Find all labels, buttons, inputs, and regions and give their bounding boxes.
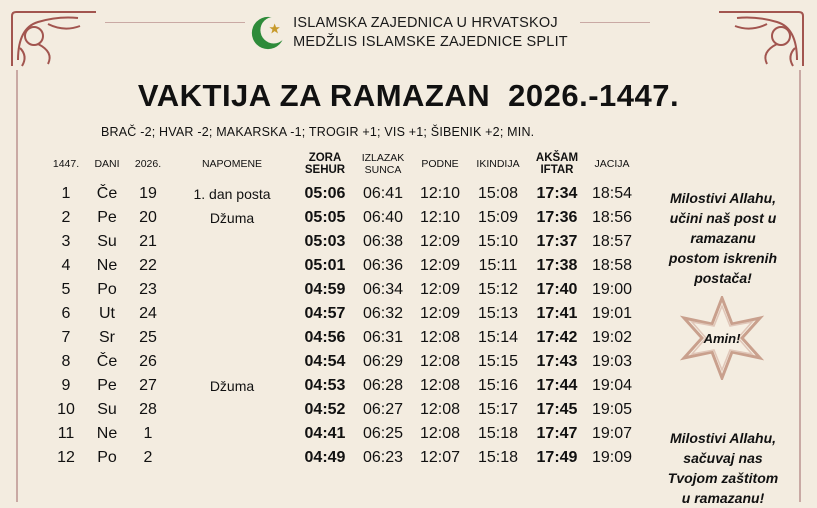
- podne-cell: 12:08: [419, 425, 461, 442]
- aksam-cell: 17:36: [536, 209, 578, 226]
- jacija-cell: 19:07: [591, 425, 633, 442]
- aksam-cell: 17:43: [536, 353, 578, 370]
- ikindija-cell: 15:14: [477, 329, 519, 346]
- col-ikindija: IKINDIJA: [476, 158, 520, 170]
- page-title: [0, 78, 817, 114]
- frame-right-line: [799, 70, 801, 502]
- table-row: [46, 254, 638, 278]
- izlazak-cell: 06:36: [362, 257, 404, 274]
- izlazak-cell: 06:27: [362, 401, 404, 418]
- zora-cell: 04:54: [304, 353, 346, 370]
- note-cell: [168, 350, 296, 374]
- amin-label: Amin!: [703, 330, 741, 346]
- aksam-cell: 17:49: [536, 449, 578, 466]
- note-cell: Džuma: [209, 378, 255, 394]
- note-cell: [168, 422, 296, 446]
- zora-cell: 04:53: [304, 377, 346, 394]
- ikindija-cell: 15:12: [477, 281, 519, 298]
- podne-cell: 12:10: [419, 185, 461, 202]
- zora-cell: 04:59: [304, 281, 346, 298]
- podne-cell: 12:08: [419, 353, 461, 370]
- dua-line: postača!: [694, 270, 752, 286]
- hijri-cell: 2: [61, 209, 71, 226]
- date-cell: 28: [139, 401, 157, 418]
- jacija-cell: 18:54: [591, 185, 633, 202]
- podne-cell: 12:10: [419, 209, 461, 226]
- ikindija-cell: 15:15: [477, 353, 519, 370]
- dua-first: [648, 188, 798, 288]
- hijri-cell: 10: [57, 401, 75, 418]
- izlazak-cell: 06:28: [362, 377, 404, 394]
- podne-cell: 12:09: [419, 305, 461, 322]
- ikindija-cell: 15:16: [477, 377, 519, 394]
- col-hijri: 1447.: [52, 158, 80, 170]
- note-cell: [168, 302, 296, 326]
- jacija-cell: 18:57: [591, 233, 633, 250]
- col-zora: ZORA SEHUR: [304, 152, 346, 176]
- day-cell: Su: [97, 401, 117, 418]
- table-row: [46, 398, 638, 422]
- note-cell: [168, 326, 296, 350]
- hijri-cell: 11: [57, 425, 75, 442]
- day-cell: Po: [97, 281, 117, 298]
- hijri-cell: 9: [61, 377, 71, 394]
- zora-cell: 04:41: [304, 425, 346, 442]
- table-row: [46, 278, 638, 302]
- dua-line: Milostivi Allahu,: [669, 430, 777, 446]
- header: [0, 14, 817, 52]
- podne-cell: 12:09: [419, 281, 461, 298]
- prayer-timetable: [46, 146, 638, 470]
- title-year: 2026.-1447.: [508, 78, 680, 113]
- podne-cell: 12:09: [419, 257, 461, 274]
- date-cell: 21: [139, 233, 157, 250]
- jacija-cell: 19:02: [591, 329, 633, 346]
- aksam-cell: 17:37: [536, 233, 578, 250]
- note-cell: Džuma: [209, 210, 255, 226]
- date-cell: 22: [139, 257, 157, 274]
- date-cell: 2: [143, 449, 153, 466]
- izlazak-cell: 06:29: [362, 353, 404, 370]
- day-cell: Sr: [99, 329, 115, 346]
- hijri-cell: 8: [61, 353, 71, 370]
- table-row: [46, 206, 638, 230]
- table-row: [46, 326, 638, 350]
- ikindija-cell: 15:17: [477, 401, 519, 418]
- zora-cell: 05:01: [304, 257, 346, 274]
- izlazak-cell: 06:32: [362, 305, 404, 322]
- day-cell: Ut: [99, 305, 115, 322]
- day-cell: Pe: [97, 209, 117, 226]
- frame-left-line: [16, 70, 18, 502]
- date-cell: 24: [139, 305, 157, 322]
- title-main: VAKTIJA ZA RAMAZAN: [137, 78, 491, 113]
- col-izlazak: IZLAZAK SUNCA: [361, 152, 405, 176]
- org-line-1: ISLAMSKA ZAJEDNICA U HRVATSKOJ: [293, 15, 558, 31]
- aksam-cell: 17:42: [536, 329, 578, 346]
- zora-cell: 05:05: [304, 209, 346, 226]
- podne-cell: 12:08: [419, 401, 461, 418]
- podne-cell: 12:09: [419, 233, 461, 250]
- aksam-cell: 17:47: [536, 425, 578, 442]
- table-row: [46, 302, 638, 326]
- date-cell: 26: [139, 353, 157, 370]
- jacija-cell: 19:03: [591, 353, 633, 370]
- dua-line: Tvojom zaštitom: [667, 470, 779, 486]
- table-row: [46, 182, 638, 206]
- city-offsets: BRAČ -2; HVAR -2; MAKARSKA -1; TROGIR +1; VIS +1; ŠIBENIK +2; MIN.: [101, 125, 535, 139]
- date-cell: 20: [139, 209, 157, 226]
- date-cell: 25: [139, 329, 157, 346]
- izlazak-cell: 06:40: [362, 209, 404, 226]
- org-line-2: MEDŽLIS ISLAMSKE ZAJEDNICE SPLIT: [293, 34, 568, 50]
- day-cell: Če: [96, 185, 118, 202]
- izlazak-cell: 06:41: [362, 185, 404, 202]
- ikindija-cell: 15:13: [477, 305, 519, 322]
- day-cell: Ne: [96, 257, 118, 274]
- dua-line: Milostivi Allahu,: [669, 190, 777, 206]
- aksam-cell: 17:40: [536, 281, 578, 298]
- podne-cell: 12:08: [419, 329, 461, 346]
- dua-line: učini naš post u: [669, 210, 777, 226]
- dua-line: u ramazanu!: [681, 490, 765, 506]
- zora-cell: 04:52: [304, 401, 346, 418]
- col-date: 2026.: [134, 158, 162, 170]
- ikindija-cell: 15:18: [477, 449, 519, 466]
- ikindija-cell: 15:18: [477, 425, 519, 442]
- hijri-cell: 3: [61, 233, 71, 250]
- aksam-cell: 17:38: [536, 257, 578, 274]
- zora-cell: 05:03: [304, 233, 346, 250]
- ikindija-cell: 15:08: [477, 185, 519, 202]
- dua-line: sačuvaj nas: [683, 450, 763, 466]
- date-cell: 23: [139, 281, 157, 298]
- zora-cell: 04:56: [304, 329, 346, 346]
- dua-line: postom iskrenih: [668, 250, 778, 266]
- izlazak-cell: 06:25: [362, 425, 404, 442]
- table-header-row: [46, 146, 638, 182]
- col-aksam: AKŠAM IFTAR: [535, 152, 579, 176]
- note-cell: [168, 254, 296, 278]
- table-row: [46, 446, 638, 470]
- jacija-cell: 19:01: [591, 305, 633, 322]
- zora-cell: 04:57: [304, 305, 346, 322]
- aksam-cell: 17:45: [536, 401, 578, 418]
- day-cell: Pe: [97, 377, 117, 394]
- crescent-logo-icon: [249, 14, 287, 52]
- note-cell: [168, 398, 296, 422]
- hijri-cell: 1: [61, 185, 71, 202]
- date-cell: 27: [139, 377, 157, 394]
- hijri-cell: 12: [57, 449, 75, 466]
- table-row: [46, 422, 638, 446]
- date-cell: 19: [139, 185, 157, 202]
- col-day: DANI: [94, 158, 120, 170]
- podne-cell: 12:07: [419, 449, 461, 466]
- jacija-cell: 18:58: [591, 257, 633, 274]
- jacija-cell: 18:56: [591, 209, 633, 226]
- hijri-cell: 5: [61, 281, 71, 298]
- hijri-cell: 7: [61, 329, 71, 346]
- table-row: [46, 350, 638, 374]
- note-cell: [168, 446, 296, 470]
- day-cell: Po: [97, 449, 117, 466]
- izlazak-cell: 06:34: [362, 281, 404, 298]
- dua-line: ramazanu: [690, 230, 756, 246]
- dua-second: [648, 428, 798, 508]
- aksam-cell: 17:34: [536, 185, 578, 202]
- day-cell: Če: [96, 353, 118, 370]
- aksam-cell: 17:44: [536, 377, 578, 394]
- izlazak-cell: 06:38: [362, 233, 404, 250]
- note-cell: 1. dan posta: [193, 186, 271, 202]
- col-note: NAPOMENE: [201, 158, 263, 170]
- jacija-cell: 19:09: [591, 449, 633, 466]
- ikindija-cell: 15:10: [477, 233, 519, 250]
- table-row: [46, 230, 638, 254]
- izlazak-cell: 06:23: [362, 449, 404, 466]
- jacija-cell: 19:00: [591, 281, 633, 298]
- zora-cell: 05:06: [304, 185, 346, 202]
- col-jacija: JACIJA: [594, 158, 630, 170]
- podne-cell: 12:08: [419, 377, 461, 394]
- izlazak-cell: 06:31: [362, 329, 404, 346]
- note-cell: [168, 230, 296, 254]
- aksam-cell: 17:41: [536, 305, 578, 322]
- table-row: [46, 374, 638, 398]
- zora-cell: 04:49: [304, 449, 346, 466]
- organization-name: [293, 14, 568, 52]
- day-cell: Su: [97, 233, 117, 250]
- day-cell: Ne: [96, 425, 118, 442]
- note-cell: [168, 278, 296, 302]
- ikindija-cell: 15:09: [477, 209, 519, 226]
- jacija-cell: 19:05: [591, 401, 633, 418]
- date-cell: 1: [143, 425, 153, 442]
- jacija-cell: 19:04: [591, 377, 633, 394]
- col-podne: PODNE: [421, 158, 459, 170]
- hijri-cell: 6: [61, 305, 71, 322]
- hijri-cell: 4: [61, 257, 71, 274]
- ikindija-cell: 15:11: [478, 257, 518, 274]
